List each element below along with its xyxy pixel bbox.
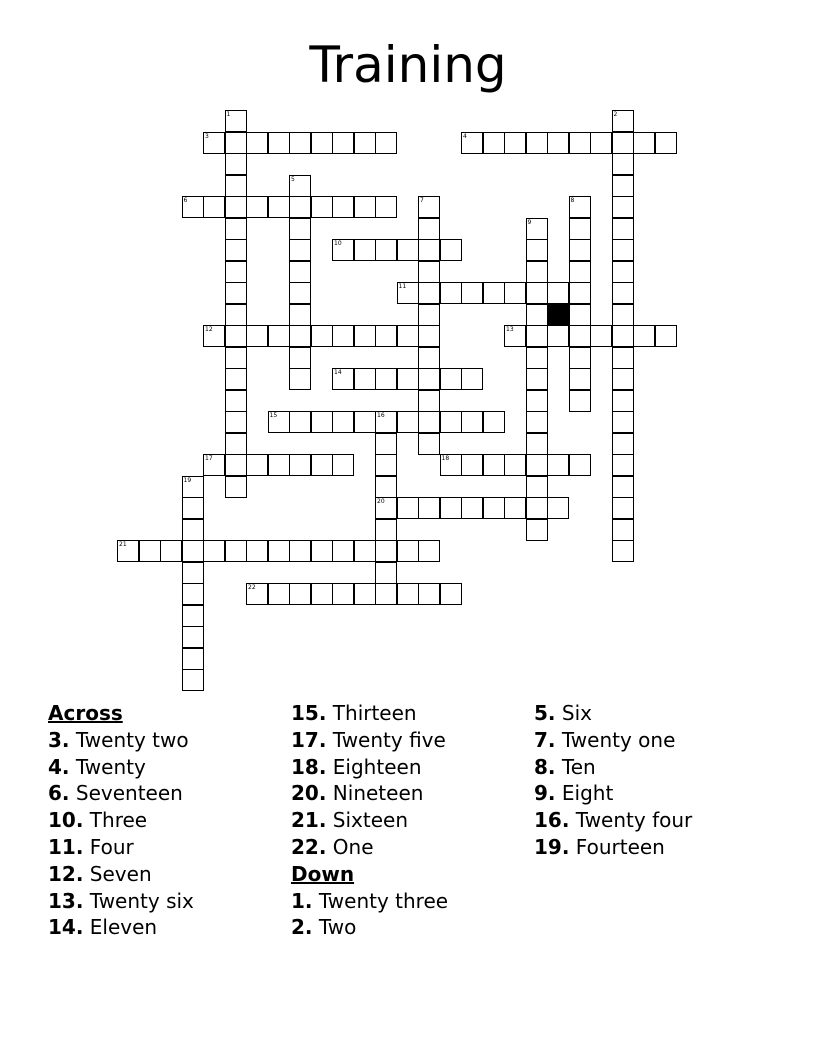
crossword-cell[interactable] (225, 239, 247, 261)
clue-number-label: 18 (441, 455, 450, 462)
crossword-cell[interactable] (612, 476, 634, 498)
across-clue: 3. Twenty two (48, 727, 189, 752)
crossword-cell[interactable] (289, 454, 311, 476)
crossword-cell[interactable] (461, 368, 483, 390)
crossword-cell[interactable] (397, 239, 419, 261)
crossword-cell[interactable] (526, 390, 548, 412)
clues-column-3 (534, 700, 774, 861)
crossword-cell[interactable] (504, 325, 526, 347)
crossword-cell[interactable] (311, 540, 333, 562)
crossword-cell[interactable] (225, 325, 247, 347)
crossword-cell[interactable] (289, 196, 311, 218)
crossword-cell[interactable] (332, 540, 354, 562)
crossword-cell[interactable] (461, 282, 483, 304)
crossword-cell[interactable] (182, 519, 204, 541)
crossword-cell[interactable] (289, 368, 311, 390)
crossword-cell[interactable] (289, 411, 311, 433)
clue-number-label: 7 (420, 197, 424, 204)
down-clue: 5. Six (534, 701, 592, 725)
crossword-cell[interactable] (203, 196, 225, 218)
crossword-cell[interactable] (569, 347, 591, 369)
crossword-cell[interactable] (289, 218, 311, 240)
clue-number-label: 15 (269, 412, 278, 419)
crossword-cell[interactable] (289, 239, 311, 261)
crossword-cell[interactable] (397, 583, 419, 605)
crossword-cell[interactable] (547, 497, 569, 519)
crossword-cell[interactable] (246, 454, 268, 476)
crossword-cell[interactable] (182, 476, 204, 498)
crossword-cell[interactable] (418, 347, 440, 369)
crossword-cell[interactable] (182, 605, 204, 627)
across-heading: Across (48, 701, 123, 725)
clue-number-label: 19 (183, 476, 192, 484)
crossword-cell[interactable] (182, 196, 204, 218)
crossword-cell[interactable] (547, 454, 569, 476)
down-clue: 9. Eight (534, 781, 614, 806)
across-clue: 4. Twenty (48, 754, 146, 779)
crossword-cell[interactable] (590, 325, 612, 347)
across-clue: 14. Eleven (48, 915, 158, 940)
crossword-cell[interactable] (332, 132, 354, 154)
crossword-cell[interactable] (612, 110, 634, 132)
crossword-cell[interactable] (268, 196, 290, 218)
crossword-cell[interactable] (354, 540, 376, 562)
crossword-cell[interactable] (569, 390, 591, 412)
crossword-cell[interactable] (612, 132, 634, 154)
crossword-cell[interactable] (182, 562, 204, 584)
crossword-cell[interactable] (160, 540, 182, 562)
crossword-cell[interactable] (397, 368, 419, 390)
crossword-cell[interactable] (289, 132, 311, 154)
crossword-cell[interactable] (289, 282, 311, 304)
crossword-cell[interactable] (332, 368, 354, 390)
across-clue: 11. Four (48, 834, 134, 859)
crossword-cell[interactable] (375, 454, 397, 476)
page-title: Training (309, 36, 507, 94)
crossword-cell[interactable] (418, 325, 440, 347)
crossword-cell[interactable] (418, 304, 440, 326)
crossword-cell[interactable] (526, 368, 548, 390)
crossword-cell[interactable] (526, 132, 548, 154)
crossword-cell[interactable] (569, 196, 591, 218)
crossword-cell[interactable] (440, 497, 462, 519)
crossword-cell[interactable] (354, 583, 376, 605)
crossword-cell[interactable] (375, 325, 397, 347)
crossword-cell[interactable] (569, 325, 591, 347)
crossword-cell[interactable] (225, 282, 247, 304)
crossword-cell[interactable] (612, 368, 634, 390)
clue-number-label: 6 (183, 197, 188, 204)
clue-number-label: 2 (613, 111, 618, 118)
crossword-cell[interactable] (569, 218, 591, 240)
crossword-cell[interactable] (375, 239, 397, 261)
crossword-cell[interactable] (483, 454, 505, 476)
crossword-cell[interactable] (225, 368, 247, 390)
crossword-cell[interactable] (461, 411, 483, 433)
crossword-cell[interactable] (268, 132, 290, 154)
crossword-cell[interactable] (612, 261, 634, 283)
crossword-cell[interactable] (440, 239, 462, 261)
crossword-cell[interactable] (139, 540, 161, 562)
crossword-cell[interactable] (418, 433, 440, 455)
crossword-cell[interactable] (526, 325, 548, 347)
clue-number-label: 16 (377, 412, 385, 419)
crossword-cell[interactable] (375, 583, 397, 605)
crossword-cell[interactable] (655, 325, 677, 347)
crossword-cell[interactable] (375, 497, 397, 519)
crossword-cell[interactable] (225, 347, 247, 369)
crossword-cell[interactable] (569, 282, 591, 304)
crossword-cell[interactable] (461, 497, 483, 519)
crossword-cell[interactable] (225, 132, 247, 154)
clues-column-1 (48, 700, 288, 941)
across-clue: 22. One (291, 834, 374, 859)
crossword-cell[interactable] (547, 132, 569, 154)
crossword-cell[interactable] (289, 540, 311, 562)
across-clue: 13. Twenty six (48, 888, 194, 913)
crossword-cell[interactable] (418, 282, 440, 304)
crossword-cell[interactable] (418, 218, 440, 240)
crossword-cell[interactable] (182, 648, 204, 670)
crossword-cell[interactable] (289, 175, 311, 197)
crossword-cell[interactable] (225, 433, 247, 455)
crossword-cell[interactable] (483, 411, 505, 433)
crossword-cell[interactable] (182, 497, 204, 519)
crossword-cell[interactable] (182, 626, 204, 648)
crossword-cell[interactable] (526, 433, 548, 455)
crossword-cell[interactable] (569, 239, 591, 261)
clue-number-label: 14 (334, 369, 342, 376)
crossword-cell[interactable] (375, 368, 397, 390)
crossword-cell[interactable] (203, 540, 225, 562)
crossword-cell[interactable] (182, 583, 204, 605)
crossword-cell[interactable] (268, 411, 290, 433)
crossword-cell[interactable] (289, 325, 311, 347)
crossword-cell[interactable] (225, 411, 247, 433)
crossword-cell[interactable] (354, 132, 376, 154)
across-clue: 17. Twenty five (291, 727, 446, 752)
clue-number-label: 3 (205, 132, 209, 140)
crossword-cell[interactable] (461, 454, 483, 476)
crossword-cell[interactable] (182, 669, 204, 691)
clue-number-label: 17 (205, 455, 213, 462)
clue-number-label: 22 (248, 584, 256, 591)
crossword-cell[interactable] (117, 540, 139, 562)
crossword-cell[interactable] (311, 454, 333, 476)
crossword-cell[interactable] (246, 583, 268, 605)
crossword-cell[interactable] (569, 454, 591, 476)
crossword-cell[interactable] (311, 196, 333, 218)
crossword-cell[interactable] (418, 239, 440, 261)
crossword-cell[interactable] (375, 433, 397, 455)
crossword-cell[interactable] (375, 196, 397, 218)
crossword-cell[interactable] (418, 261, 440, 283)
clues-column-2 (291, 700, 531, 941)
crossword-cell[interactable] (612, 196, 634, 218)
crossword-cell[interactable] (397, 540, 419, 562)
crossword-cell[interactable] (612, 411, 634, 433)
crossword-cell[interactable] (354, 411, 376, 433)
crossword-cell[interactable] (612, 347, 634, 369)
crossword-cell[interactable] (483, 132, 505, 154)
crossword-cell[interactable] (246, 325, 268, 347)
crossword-cell[interactable] (483, 282, 505, 304)
crossword-cell[interactable] (547, 325, 569, 347)
crossword-cell[interactable] (375, 562, 397, 584)
crossword-cell[interactable] (375, 476, 397, 498)
clue-number-label: 12 (205, 326, 213, 333)
clue-number-label: 8 (570, 197, 575, 204)
crossword-cell[interactable] (311, 583, 333, 605)
crossword-cell[interactable] (526, 239, 548, 261)
crossword-cell[interactable] (569, 368, 591, 390)
across-clue: 21. Sixteen (291, 808, 409, 833)
crossword-cell[interactable] (268, 325, 290, 347)
crossword-cell[interactable] (440, 454, 462, 476)
crossword-cell[interactable] (504, 454, 526, 476)
crossword-cell[interactable] (612, 540, 634, 562)
crossword-cell[interactable] (547, 282, 569, 304)
crossword-cell[interactable] (526, 476, 548, 498)
crossword-cell[interactable] (418, 196, 440, 218)
crossword-cell[interactable] (526, 261, 548, 283)
crossword-cell[interactable] (612, 433, 634, 455)
crossword-cell[interactable] (526, 411, 548, 433)
crossword-cell[interactable] (268, 540, 290, 562)
clue-number-label: 13 (506, 326, 514, 333)
crossword-cell[interactable] (440, 411, 462, 433)
crossword-cell[interactable] (418, 583, 440, 605)
crossword-cell[interactable] (526, 519, 548, 541)
crossword-cell[interactable] (504, 282, 526, 304)
crossword-cell[interactable] (655, 132, 677, 154)
down-clue: 1. Twenty three (291, 888, 449, 913)
crossword-cell[interactable] (225, 110, 247, 132)
across-clue: 18. Eighteen (291, 754, 422, 779)
clue-number-label: 10 (334, 240, 342, 247)
crossword-cell[interactable] (526, 282, 548, 304)
crossword-cell[interactable] (612, 454, 634, 476)
crossword-cell[interactable] (246, 132, 268, 154)
crossword-cell[interactable] (526, 218, 548, 240)
crossword-cell[interactable] (504, 497, 526, 519)
crossword-cell[interactable] (289, 304, 311, 326)
crossword-cell[interactable] (612, 325, 634, 347)
crossword-cell[interactable] (612, 175, 634, 197)
crossword-cell[interactable] (569, 132, 591, 154)
crossword-cell[interactable] (375, 519, 397, 541)
crossword-cell[interactable] (612, 153, 634, 175)
crossword-cell[interactable] (332, 196, 354, 218)
crossword-cell[interactable] (612, 390, 634, 412)
crossword-cell[interactable] (311, 411, 333, 433)
clue-number-label: 9 (527, 218, 532, 226)
across-clue: 12. Seven (48, 861, 152, 886)
crossword-cell[interactable] (440, 368, 462, 390)
crossword-cell[interactable] (633, 325, 655, 347)
crossword-cell[interactable] (225, 153, 247, 175)
crossword-cell[interactable] (225, 218, 247, 240)
crossword-cell[interactable] (375, 540, 397, 562)
crossword-cell[interactable] (354, 368, 376, 390)
clue-number-label: 4 (463, 132, 467, 140)
crossword-cell[interactable] (569, 261, 591, 283)
blocked-cell (547, 304, 569, 326)
crossword-cell[interactable] (246, 196, 268, 218)
crossword-cell[interactable] (526, 497, 548, 519)
crossword-cell[interactable] (225, 540, 247, 562)
crossword-cell[interactable] (332, 583, 354, 605)
crossword-cell[interactable] (612, 519, 634, 541)
crossword-cell[interactable] (526, 304, 548, 326)
across-clue: 15. Thirteen (291, 701, 417, 725)
crossword-cell[interactable] (418, 497, 440, 519)
crossword-cell[interactable] (203, 325, 225, 347)
crossword-cell[interactable] (397, 497, 419, 519)
crossword-cell[interactable] (418, 368, 440, 390)
crossword-cell[interactable] (246, 540, 268, 562)
crossword-cell[interactable] (354, 239, 376, 261)
crossword-cell[interactable] (483, 497, 505, 519)
crossword-cell[interactable] (397, 282, 419, 304)
crossword-cell[interactable] (332, 411, 354, 433)
crossword-cell[interactable] (225, 196, 247, 218)
crossword-cell[interactable] (375, 411, 397, 433)
crossword-cell[interactable] (612, 497, 634, 519)
crossword-cell[interactable] (203, 454, 225, 476)
crossword-cell[interactable] (590, 132, 612, 154)
down-clue: 2. Two (291, 915, 357, 940)
crossword-cell[interactable] (225, 175, 247, 197)
crossword-cell[interactable] (612, 282, 634, 304)
clue-number-label: 1 (226, 111, 231, 118)
down-heading: Down (291, 861, 355, 886)
crossword-cell[interactable] (203, 132, 225, 154)
crossword-cell[interactable] (289, 347, 311, 369)
crossword-cell[interactable] (225, 261, 247, 283)
crossword-cell[interactable] (440, 583, 462, 605)
crossword-cell[interactable] (225, 304, 247, 326)
crossword-cell[interactable] (397, 325, 419, 347)
crossword-cell[interactable] (311, 325, 333, 347)
crossword-cell[interactable] (225, 390, 247, 412)
clue-number-label: 21 (119, 541, 127, 548)
crossword-cell[interactable] (526, 347, 548, 369)
crossword-cell[interactable] (569, 304, 591, 326)
crossword-cell[interactable] (375, 132, 397, 154)
crossword-cell[interactable] (225, 454, 247, 476)
down-clue: 7. Twenty one (534, 727, 676, 752)
down-clue: 16. Twenty four (534, 808, 693, 833)
crossword-cell[interactable] (418, 411, 440, 433)
crossword-cell[interactable] (268, 583, 290, 605)
crossword-cell[interactable] (612, 218, 634, 240)
crossword-cell[interactable] (612, 304, 634, 326)
crossword-cell[interactable] (354, 325, 376, 347)
crossword-cell[interactable] (182, 540, 204, 562)
down-clue: 19. Fourteen (534, 834, 665, 859)
crossword-cell[interactable] (311, 132, 333, 154)
crossword-cell[interactable] (332, 325, 354, 347)
down-clue: 8. Ten (534, 754, 596, 779)
crossword-cell[interactable] (225, 476, 247, 498)
crossword-cell[interactable] (289, 583, 311, 605)
clue-number-label: 11 (398, 283, 407, 290)
crossword-cell[interactable] (268, 454, 290, 476)
crossword-cell[interactable] (440, 282, 462, 304)
crossword-cell[interactable] (504, 132, 526, 154)
across-clue: 20. Nineteen (291, 781, 424, 806)
crossword-cell[interactable] (418, 390, 440, 412)
crossword-cell[interactable] (418, 540, 440, 562)
clue-number-label: 20 (377, 498, 385, 505)
crossword-cell[interactable] (332, 239, 354, 261)
across-clue: 10. Three (48, 808, 148, 833)
clue-number-label: 5 (291, 175, 295, 183)
crossword-cell[interactable] (332, 454, 354, 476)
crossword-cell[interactable] (633, 132, 655, 154)
crossword-cell[interactable] (612, 239, 634, 261)
crossword-cell[interactable] (354, 196, 376, 218)
across-clue: 6. Seventeen (48, 781, 183, 806)
crossword-cell[interactable] (397, 411, 419, 433)
crossword-cell[interactable] (289, 261, 311, 283)
crossword-cell[interactable] (526, 454, 548, 476)
crossword-cell[interactable] (461, 132, 483, 154)
